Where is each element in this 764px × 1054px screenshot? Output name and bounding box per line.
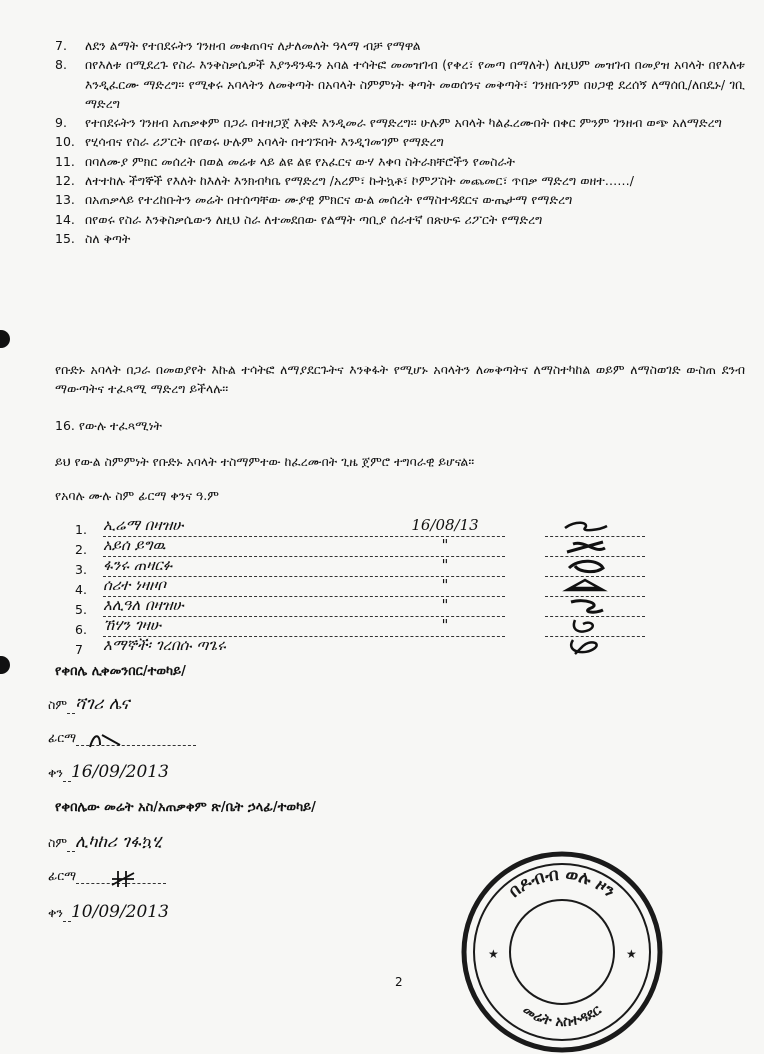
punch-hole xyxy=(0,656,10,674)
member-name: እሊዓለ በዛዝሁ xyxy=(103,596,393,617)
stamp-bottom-text: መሬት አስተዳደር xyxy=(519,1002,605,1031)
member-signature xyxy=(545,576,645,597)
list-item: 10. የሂሳብና የስራ ሪፖርት በየወሩ ሁሉም አባላት በተገኙበት እንዲገመገም የማድረግ xyxy=(55,134,444,150)
svg-text:መሬት አስተዳደር xyxy=(520,1002,605,1030)
officer-name-field: ስም ሊካከሪ ገፋኳሂ xyxy=(48,832,162,852)
member-row: 1. ኢሬማ በዛዝሁ 16/08/13 xyxy=(75,520,675,540)
list-item: 13. በአጠቃላይ የተረከቡትን መሬት በተሰጣቸው ሙያዊ ምክርና ውል መሰረት የማስተዳደርና ውጤታማ የማድረግ xyxy=(55,192,573,208)
member-date: " xyxy=(385,596,505,617)
penalty-paragraph: የቡድኑ አባላት በጋራ በመወያየት እኩል ተሳትፎ ለማያደርጉትና እንቅፋት የሚሆኑ አባላትን ለመቅጣትና ለማስተካከል ወይም ለማስወገድ ውስጠ ደንብ ማውጣትና ተፈጻሚ ማድረግ ይችላሉ፡፡ xyxy=(55,362,745,397)
svg-text:★: ★ xyxy=(626,947,637,961)
member-date: 16/08/13 xyxy=(385,516,505,537)
member-row: 6. ኸሃን ገዛሁ " xyxy=(75,620,675,640)
officer-date-field: ቀን 10/09/2013 xyxy=(48,902,169,922)
official-stamp xyxy=(460,850,664,1054)
page-number: 2 xyxy=(395,975,403,989)
list-item: 8. በየእለቱ በሚደረጉ የስራ እንቅስቃሴዎች እያንዳንዱን አባል ተሳትፎ መመዝገብ (የቀረ፣ የመጣ በማለት) ለዚህም መዝገብ በመያዝ አባላት በየእለቱ እንዲፈርሙ ማድረግ፡፡ የሚቀሩ አባላትን ለመቅጣት በአባላት ስምምነት ቅጣት መወሰንና መቅጣት፣ ገንዘቡንም በሀጋዊ ደረሰኝ ለማሰቢ/ለበዴኑ/ ገቢ ማድረግ xyxy=(55,57,745,111)
signatures-header: የአባሉ ሙሉ ስም ፊርማ ቀንና ዓ.ም xyxy=(55,488,219,503)
receiver-date-field: ቀን 16/09/2013 xyxy=(48,762,169,782)
member-date xyxy=(385,636,505,656)
member-signature xyxy=(545,536,645,557)
member-signature xyxy=(545,616,645,637)
member-date: " xyxy=(385,576,505,597)
list-item: 7. ለደን ልማት የተበደሩትን ገንዘብ መቁጠባና ለታለመለት ዓላማ ብቻ የማዋል xyxy=(55,38,421,53)
list-item: 12. ለተተከሉ ችግኞች የእለት ከእለት እንክብካቤ የማድረግ /አረም፣ ኩትኳቶ፣ ኮምፖስት መጨመር፣ ጥበቃ ማድረግ ወዘተ……/ xyxy=(55,173,634,189)
member-name: ሰሪተ ነዛዞቦ xyxy=(103,576,393,597)
validity-paragraph: ይህ የውል ስምምነት የቡድኑ አባላት ተስማምተው ከፈረሙበት ጊዜ ጀምሮ ተግባራዊ ይሆናል፡፡ xyxy=(55,454,475,469)
member-name: ፋንሩ ጠዛርፉ xyxy=(103,556,393,577)
validity-heading: 16. የውሉ ተፈጻሚነት xyxy=(55,418,162,433)
member-row: 3. ፋንሩ ጠዛርፉ " xyxy=(75,560,675,580)
member-name: አይሰ ይግዉ xyxy=(103,536,393,557)
member-row: 5. እሊዓለ በዛዝሁ " xyxy=(75,600,675,620)
member-date: " xyxy=(385,536,505,557)
officer-signature-field: ፊርማ xyxy=(48,868,166,884)
svg-text:በዶብብ ወሉ ዞን xyxy=(505,865,619,902)
member-date: " xyxy=(385,616,505,637)
member-signature xyxy=(545,636,645,656)
member-name: እማኞች፡ ገረበሱ ጣጌሩ xyxy=(103,636,226,654)
stamp-top-text: በዶብብ ወሉ ዞን xyxy=(505,864,619,902)
member-name: ኸሃን ገዛሁ xyxy=(103,616,393,637)
obligations-list xyxy=(55,36,745,248)
receiver-signature-field: ፊርማ xyxy=(48,730,196,746)
list-item: 15. ስለ ቅጣት xyxy=(55,230,131,246)
receiver-heading: የቀበሌ ሊቀመንበር/ተወካይ/ xyxy=(55,664,186,679)
member-signature xyxy=(545,596,645,617)
officer-heading: የቀበሌው መሬት አስ/አጠቃቀም ጽ/ቤት ኃላፊ/ተወካይ/ xyxy=(55,800,316,815)
member-row: 4. ሰሪተ ነዛዞቦ " xyxy=(75,580,675,600)
list-item: 9. የተበደሩትን ገንዘብ አጠቃቀም በጋራ በተዘጋጀ እቅድ እንዲመራ የማድረግ፡፡ ሁሉም አባላት ካልፈረሙበት በቀር ምንም ገንዘብ ወጭ አለማድረግ xyxy=(55,115,722,131)
receiver-name-field: ስም ሻገሪ ሌና xyxy=(48,694,130,714)
list-item: 11. በባለሙያ ምክር መሰረት በወል መሬቱ ላይ ልዩ ልዩ የአፈርና ውሃ እቀባ ስትራክቸሮችን የመስራት xyxy=(55,153,515,169)
member-row: 2. አይሰ ይግዉ " xyxy=(75,540,675,560)
list-item: 14. በየወሩ የስራ እንቅስቃሴውን ለዚህ ስራ ለተመደበው የልማት ጣቢያ ሰራተኛ በጽሁፍ ሪፖርት የማድረግ xyxy=(55,211,543,227)
punch-hole xyxy=(0,330,10,348)
member-date: " xyxy=(385,556,505,577)
member-signature xyxy=(545,556,645,577)
member-name: ኢሬማ በዛዝሁ xyxy=(103,516,393,537)
svg-text:★: ★ xyxy=(488,947,499,961)
member-row: 7 እማኞች፡ ገረበሱ ጣጌሩ xyxy=(75,640,675,660)
member-signature xyxy=(545,516,645,537)
